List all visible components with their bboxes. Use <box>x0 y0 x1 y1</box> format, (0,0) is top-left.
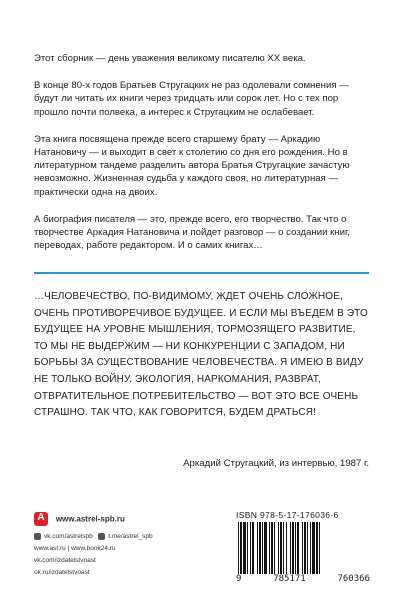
quote-attribution: Аркадий Стругацкий, из интервью, 1987 г. <box>183 458 369 469</box>
barcode-digits <box>236 574 370 584</box>
vk-ast-link[interactable]: vk.com/izdatelstvoast <box>34 557 96 564</box>
barcode-digit-group-2: 760366 <box>337 574 370 584</box>
barcode-digit-prefix: 9 <box>236 574 242 584</box>
intro-paragraph-4: А биография писателя — это, прежде всего, его творчество. Так что о творчестве Аркадия Натановича и пойдет разговор — о создании книг, переводах, работе редактором. И о самих книгах… <box>34 213 350 252</box>
isbn-block <box>236 510 370 584</box>
accent-divider <box>34 272 369 274</box>
annotation-text <box>34 52 374 266</box>
isbn-number: ISBN 978-5-17-176036-6 <box>236 510 339 520</box>
barcode-icon <box>236 522 370 574</box>
barcode-digit-group-1: 785171 <box>273 574 306 584</box>
telegram-icon <box>98 533 105 540</box>
telegram-link[interactable]: t.me/astrel_spb <box>108 533 153 540</box>
intro-paragraph-3: Эта книга посвящена прежде всего старшему брату — Аркадию Натановичу — и выходит в свет к столетию со дня его рождения. Но в литературном тандеме разделить автора Братья Стругацкие зачастую невозможно. Жизненная судьба у каждого своя, но литературная — практически одна на двоих. <box>34 133 350 198</box>
website-links[interactable]: www.ast.ru | www.book24.ru <box>34 545 116 552</box>
intro-paragraph-1: Этот сборник — день уважения великому писателю XX века. <box>34 53 306 64</box>
intro-paragraph-2: В конце 80-х годов Братьев Стругацких не раз одолевали сомнения — будут ли читать их книги через тридцать или сорок лет. Но с тех пор прошло почти полвека, а интерес к Стругацким не ослабевает. <box>34 80 349 118</box>
publisher-logo-icon <box>34 512 48 526</box>
ok-ast-link[interactable]: ok.ru/izdatelstvoast <box>34 569 90 576</box>
publisher-info <box>34 512 153 577</box>
publisher-site-link[interactable]: www.astrel-spb.ru <box>55 514 125 524</box>
vk-icon <box>34 533 41 540</box>
quote-text: …ЧЕЛОВЕЧЕСТВО, ПО-ВИДИМОМУ, ЖДЕТ ОЧЕНЬ СЛОЖНОЕ, ОЧЕНЬ ПРОТИВОРЕЧИВОЕ БУДУЩЕЕ. И ЕСЛИ МЫ ВЪЕДЕМ В ЭТО БУДУЩЕЕ НА УРОВНЕ МЫШЛЕНИЯ, ТОРМОЗЯЩЕГО РАЗВИТИЕ, ТО МЫ НЕ ВЫДЕРЖИМ — НИ КОНКУРЕНЦИИ С ЗАПАДОМ, НИ БОРЬБЫ ЗА СУЩЕСТВОВАНИЕ ЧЕЛОВЕЧЕСТВА. Я ИМЕЮ В ВИДУ НЕ ТОЛЬКО ВОЙНУ. ЭКОЛОГИЯ, НАРКОМАНИЯ, РАЗВРАТ, ОТВРАТИТЕЛЬНОЕ ПОТРЕБИТЕЛЬСТВО — ВОТ ЭТО ВСЕ ОЧЕНЬ СТРАШНО. ТАК ЧТО, КАК ГОВОРИТСЯ, БУДЕМ ДРАТЬСЯ! <box>34 291 368 419</box>
vk-link[interactable]: vk.com/astrelspb <box>44 533 93 540</box>
